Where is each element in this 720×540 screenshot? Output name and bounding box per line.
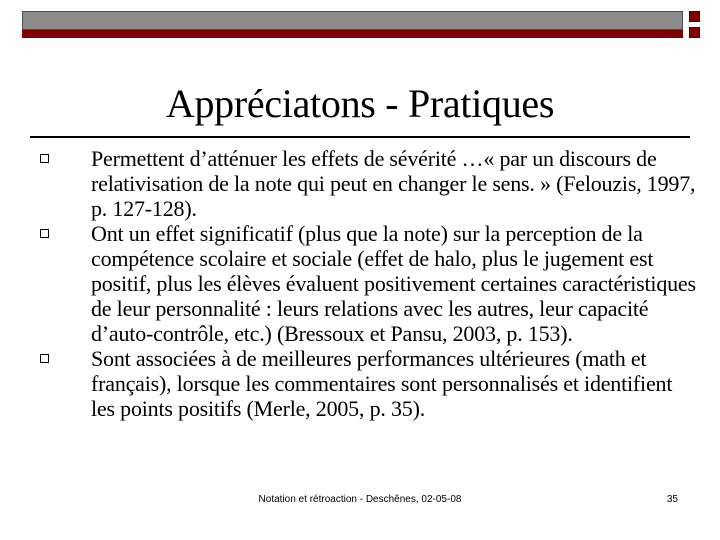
bullet-list [0,146,720,421]
bullet-item [0,146,701,221]
slide-title: Appréciatons - Pratiques [165,81,555,126]
corner-square-top [689,11,700,22]
bullet-item [0,346,701,421]
title-underline [30,136,690,138]
slide-footer: Notation et rétroaction - Deschênes, 02-05-08 [258,494,462,505]
header-maroon-stripe [22,30,683,38]
bullet-item [0,221,701,346]
slide-number: 35 [666,494,678,505]
hollow-square-bullet-icon [40,154,49,163]
bullet-text: Ont un effet significatif (plus que la note) sur la perception de la compétence scolaire et sociale (effet de halo, plus le jugement est positif, plus les élèves évaluent positivement certaines caractéristiques de leur personnalité : leurs relations avec les autres, leur capacité d’auto-contrôle, etc.) (Bressoux et Pansu, 2003, p. 153). [91,221,696,346]
corner-square-bottom [689,27,700,38]
bullet-text: Permettent d’atténuer les effets de sévérité …« par un discours de relativisation de la note qui peut en changer le sens. » (Felouzis, 1997, p. 127-128). [91,146,696,221]
header-gray-bar [22,11,683,30]
hollow-square-bullet-icon [40,229,49,238]
hollow-square-bullet-icon [40,354,49,363]
bullet-text: Sont associées à de meilleures performances ultérieures (math et français), lorsque les commentaires sont personnalisés et identifient les points positifs (Merle, 2005, p. 35). [91,346,673,421]
